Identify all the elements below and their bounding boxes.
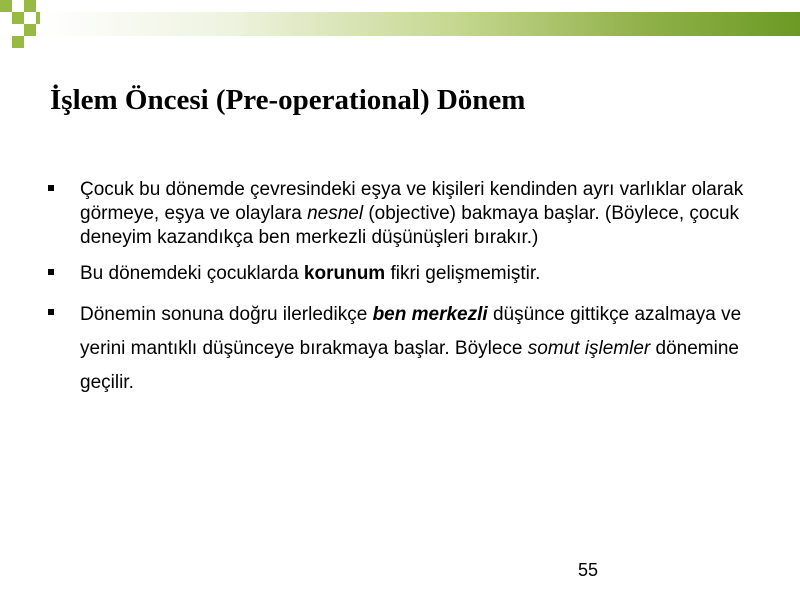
- bullet-marker: [48, 309, 54, 315]
- decorative-square: [24, 0, 36, 12]
- bullet-marker: [48, 269, 54, 275]
- decorative-square: [24, 24, 36, 36]
- bullet-emphasis: korunum: [303, 263, 386, 284]
- decorative-square: [12, 12, 24, 24]
- bullet-text: Bu dönemdeki çocuklarda: [80, 263, 304, 284]
- page-number: 55: [578, 560, 599, 580]
- bullet-list: [48, 178, 768, 400]
- bullet-emphasis: ben merkezli: [372, 304, 488, 325]
- bullet-marker: [48, 185, 54, 191]
- decorative-gradient-bar: [40, 12, 800, 36]
- bullet-text: (objective) bakmaya başlar. (Böylece, çocuk deneyim kazandıkça ben merkezli düşünüşleri bırakır.): [80, 203, 740, 248]
- bullet-text: fikri gelişmemiştir.: [385, 263, 541, 284]
- decorative-square: [12, 36, 24, 48]
- slide-title: İşlem Öncesi (Pre-operational) Dönem: [50, 84, 526, 116]
- bullet-item: [48, 262, 768, 286]
- bullet-item: [48, 298, 768, 400]
- bullet-text: düşünce gittikçe azalmaya ve yerini mantıklı düşünceye bırakmaya başlar. Böylece: [80, 304, 742, 359]
- bullet-emphasis: somut işlemler: [527, 338, 651, 359]
- bullet-text: Dönemin sonuna doğru ilerledikçe: [80, 304, 373, 325]
- bullet-text: dönemine geçilir.: [80, 338, 739, 393]
- decorative-square: [0, 0, 12, 12]
- bullet-text: Çocuk bu dönemde çevresindeki eşya ve kişileri kendinden ayrı varlıklar olarak görmeye, eşya ve olaylara: [80, 179, 744, 224]
- decorative-header: [0, 0, 800, 60]
- bullet-emphasis: nesnel: [307, 203, 364, 224]
- bullet-item: [48, 178, 768, 250]
